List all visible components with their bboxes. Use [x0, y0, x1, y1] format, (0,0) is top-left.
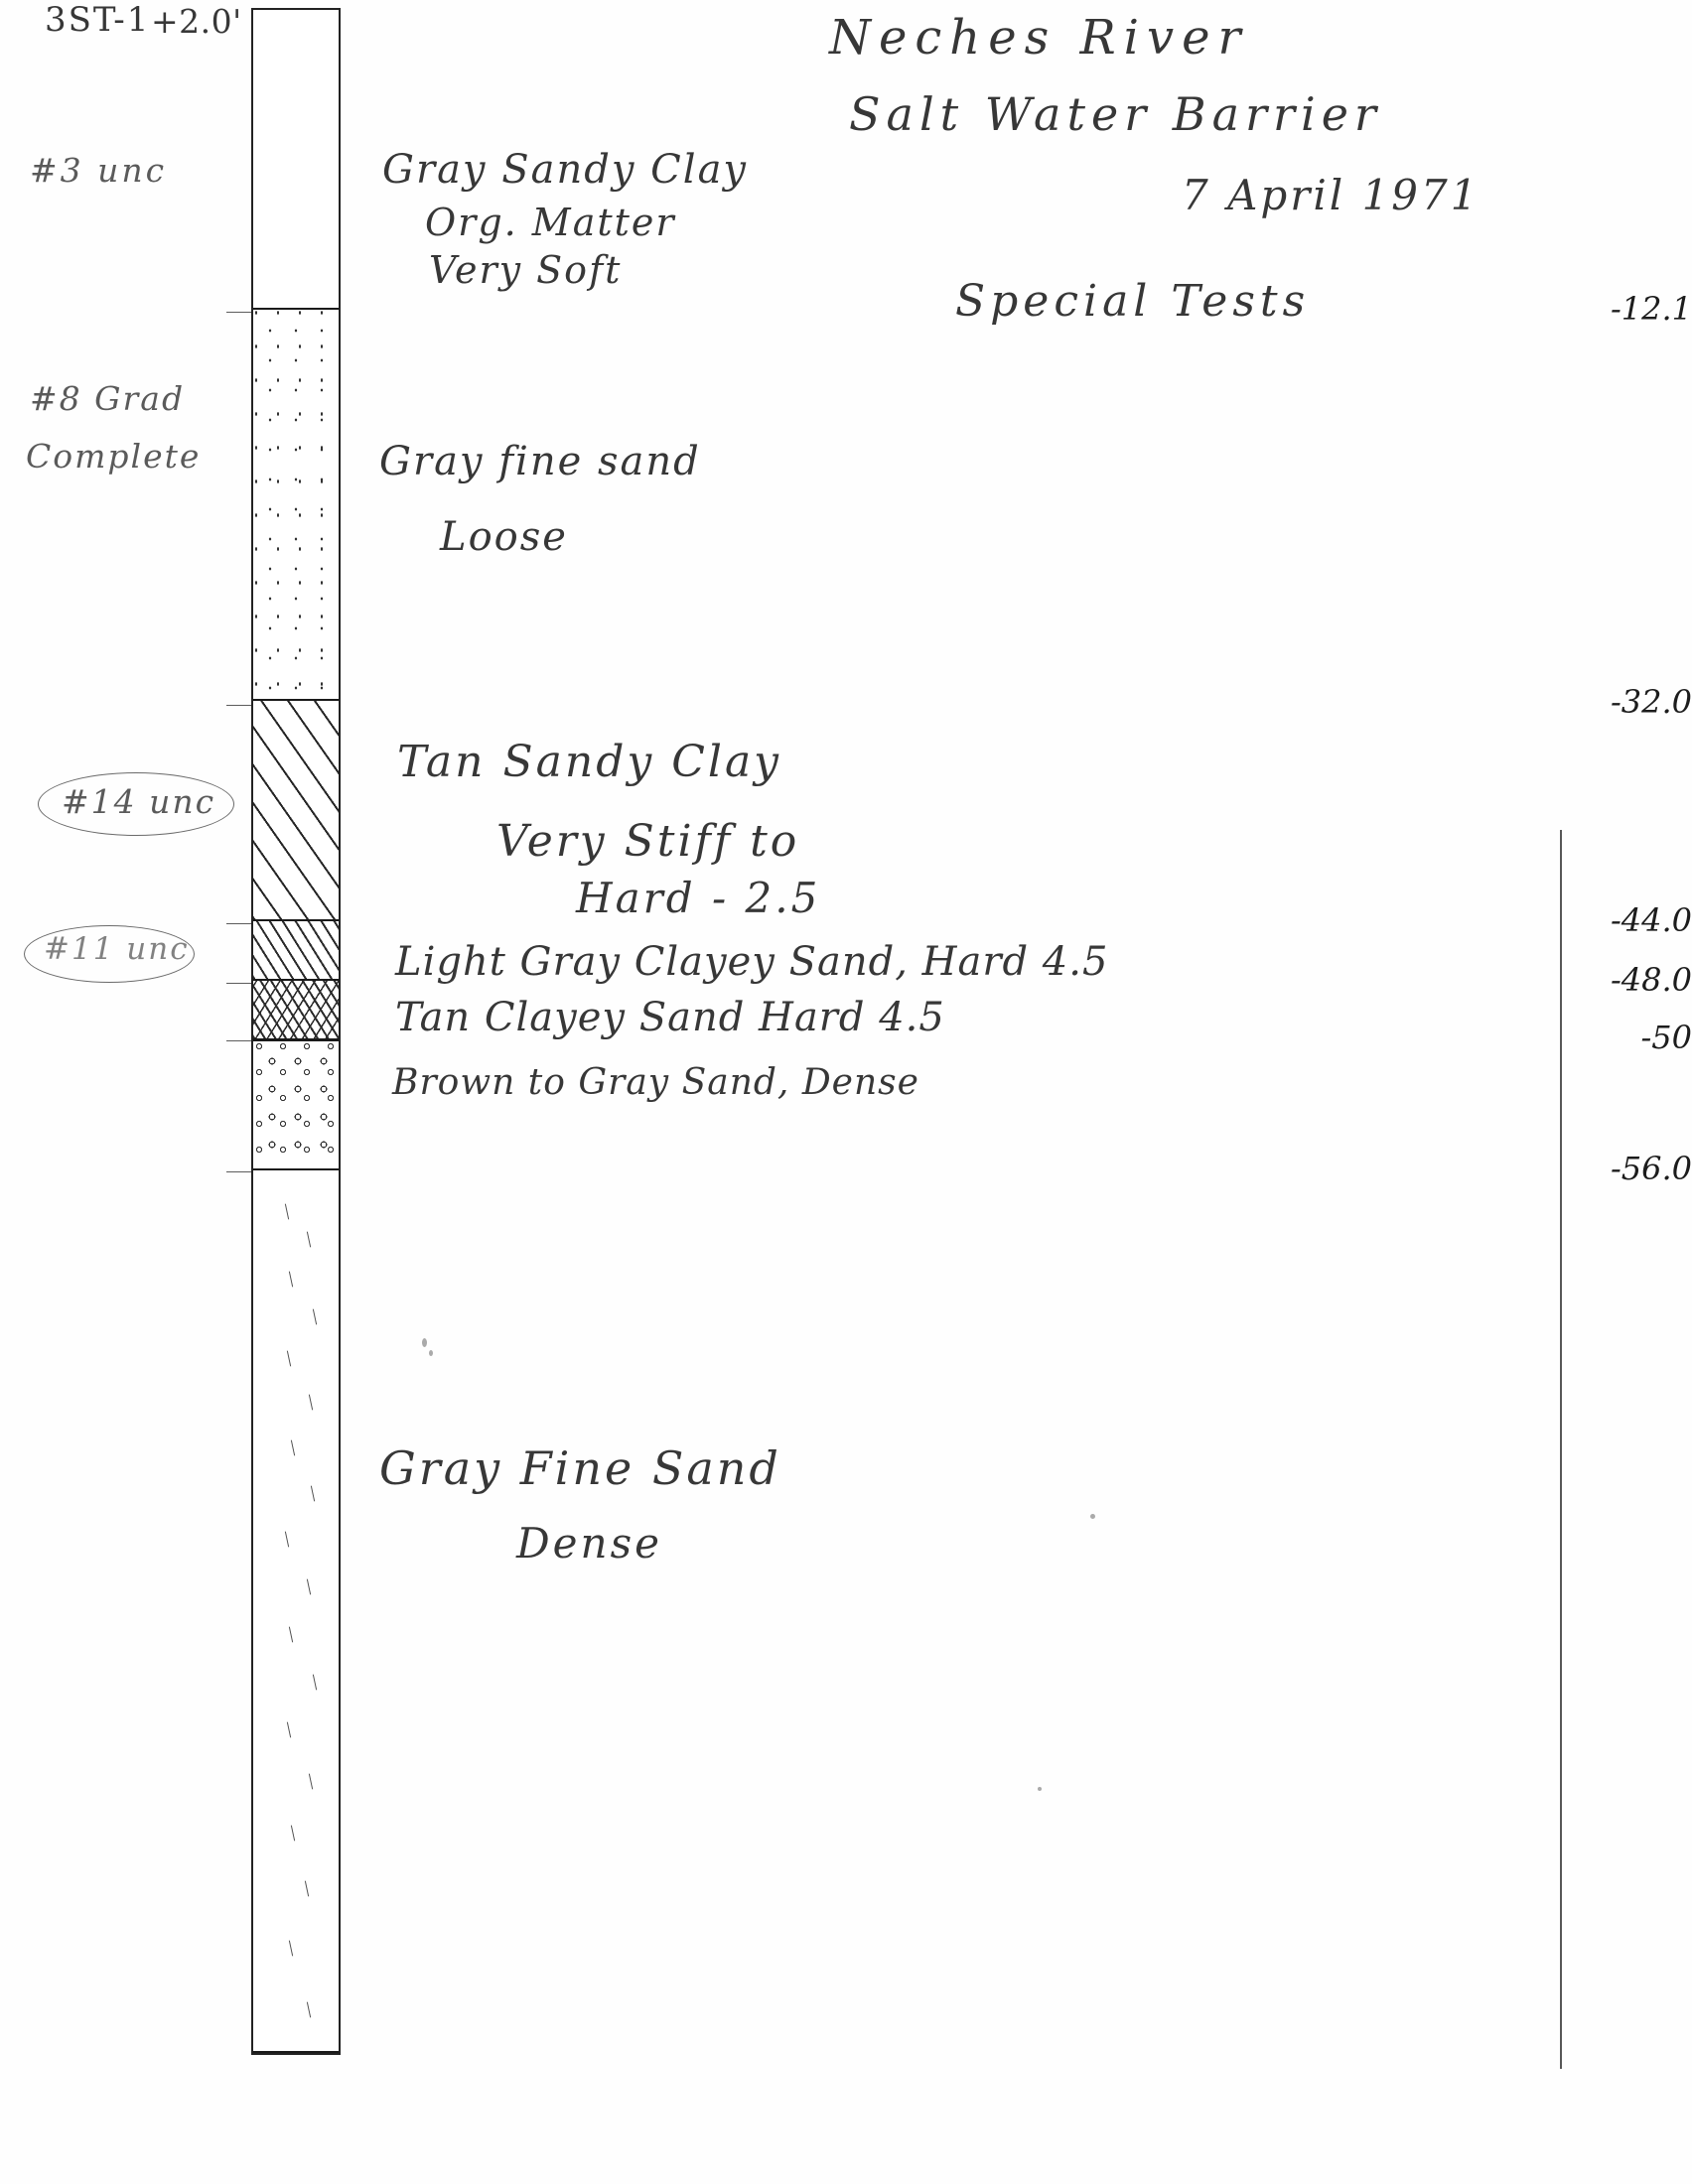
- depth-label-50: -50: [1640, 1019, 1692, 1056]
- desc-gray-sandy-clay-line2: Org. Matter: [425, 201, 676, 244]
- desc-gray-fine-sand-loose-line2: Loose: [440, 514, 568, 560]
- depth-label-12-1: -12.1: [1610, 290, 1692, 328]
- scan-speck: [1038, 1787, 1042, 1791]
- desc-gray-fine-sand-dense-line2: Dense: [516, 1519, 662, 1568]
- desc-gray-sandy-clay-line3: Very Soft: [429, 248, 623, 292]
- desc-brown-to-gray-sand: Brown to Gray Sand, Dense: [392, 1062, 919, 1103]
- document-subtitle: Special Tests: [955, 276, 1311, 327]
- leader-32-0: [226, 705, 252, 706]
- note-11-unc: #11 unc: [44, 931, 190, 967]
- desc-tan-sandy-clay-line1: Tan Sandy Clay: [397, 737, 782, 787]
- scan-speck: [429, 1350, 433, 1356]
- divider-bottom: [253, 2051, 339, 2053]
- scan-speck: [1090, 1514, 1095, 1519]
- depth-label-44-0: -44.0: [1610, 901, 1692, 939]
- desc-tan-clayey-sand: Tan Clayey Sand Hard 4.5: [395, 995, 945, 1040]
- note-8-grad-line1: #8 Grad: [30, 379, 186, 418]
- document-date: 7 April 1971: [1182, 171, 1480, 219]
- note-3-unc: #3 unc: [30, 151, 168, 190]
- depth-label-48-0: -48.0: [1610, 961, 1692, 999]
- note-8-grad-line2: Complete: [26, 437, 202, 476]
- stratum-gray-fine-sand-loose: [253, 310, 339, 699]
- desc-tan-sandy-clay-line3: Hard - 2.5: [576, 874, 821, 922]
- boring-top-elevation: +2.0': [151, 2, 242, 41]
- depth-label-32-0: -32.0: [1610, 683, 1692, 721]
- stratum-brown-to-gray-sand: [253, 1041, 339, 1168]
- right-margin-rule: [1560, 830, 1562, 2069]
- stratum-light-gray-clayey-sand: [253, 921, 339, 979]
- desc-gray-sandy-clay-line1: Gray Sandy Clay: [382, 147, 749, 193]
- stratum-gray-fine-sand-dense: [253, 1170, 339, 2053]
- depth-label-56-0: -56.0: [1610, 1150, 1692, 1187]
- stratum-tan-clayey-sand: [253, 981, 339, 1038]
- desc-light-gray-clayey-sand: Light Gray Clayey Sand, Hard 4.5: [395, 939, 1109, 985]
- desc-gray-fine-sand-dense-line1: Gray Fine Sand: [379, 1441, 781, 1495]
- boring-log-column: [251, 8, 341, 2055]
- scan-speck: [422, 1338, 427, 1347]
- leader-48-0: [226, 983, 252, 984]
- stratum-gray-sandy-clay: [253, 10, 339, 308]
- boring-id-label: 3ST-1: [45, 0, 151, 40]
- desc-tan-sandy-clay-line2: Very Stiff to: [496, 816, 800, 867]
- leader-50: [226, 1040, 252, 1041]
- note-14-unc: #14 unc: [62, 782, 216, 821]
- title-line-2: Salt Water Barrier: [849, 87, 1382, 141]
- leader-12-1: [226, 312, 252, 313]
- title-line-1: Neches River: [829, 10, 1249, 66]
- desc-gray-fine-sand-loose-line1: Gray fine sand: [379, 439, 701, 484]
- stratum-tan-sandy-clay: [253, 701, 339, 919]
- leader-44-0: [226, 923, 252, 924]
- leader-56-0: [226, 1171, 252, 1172]
